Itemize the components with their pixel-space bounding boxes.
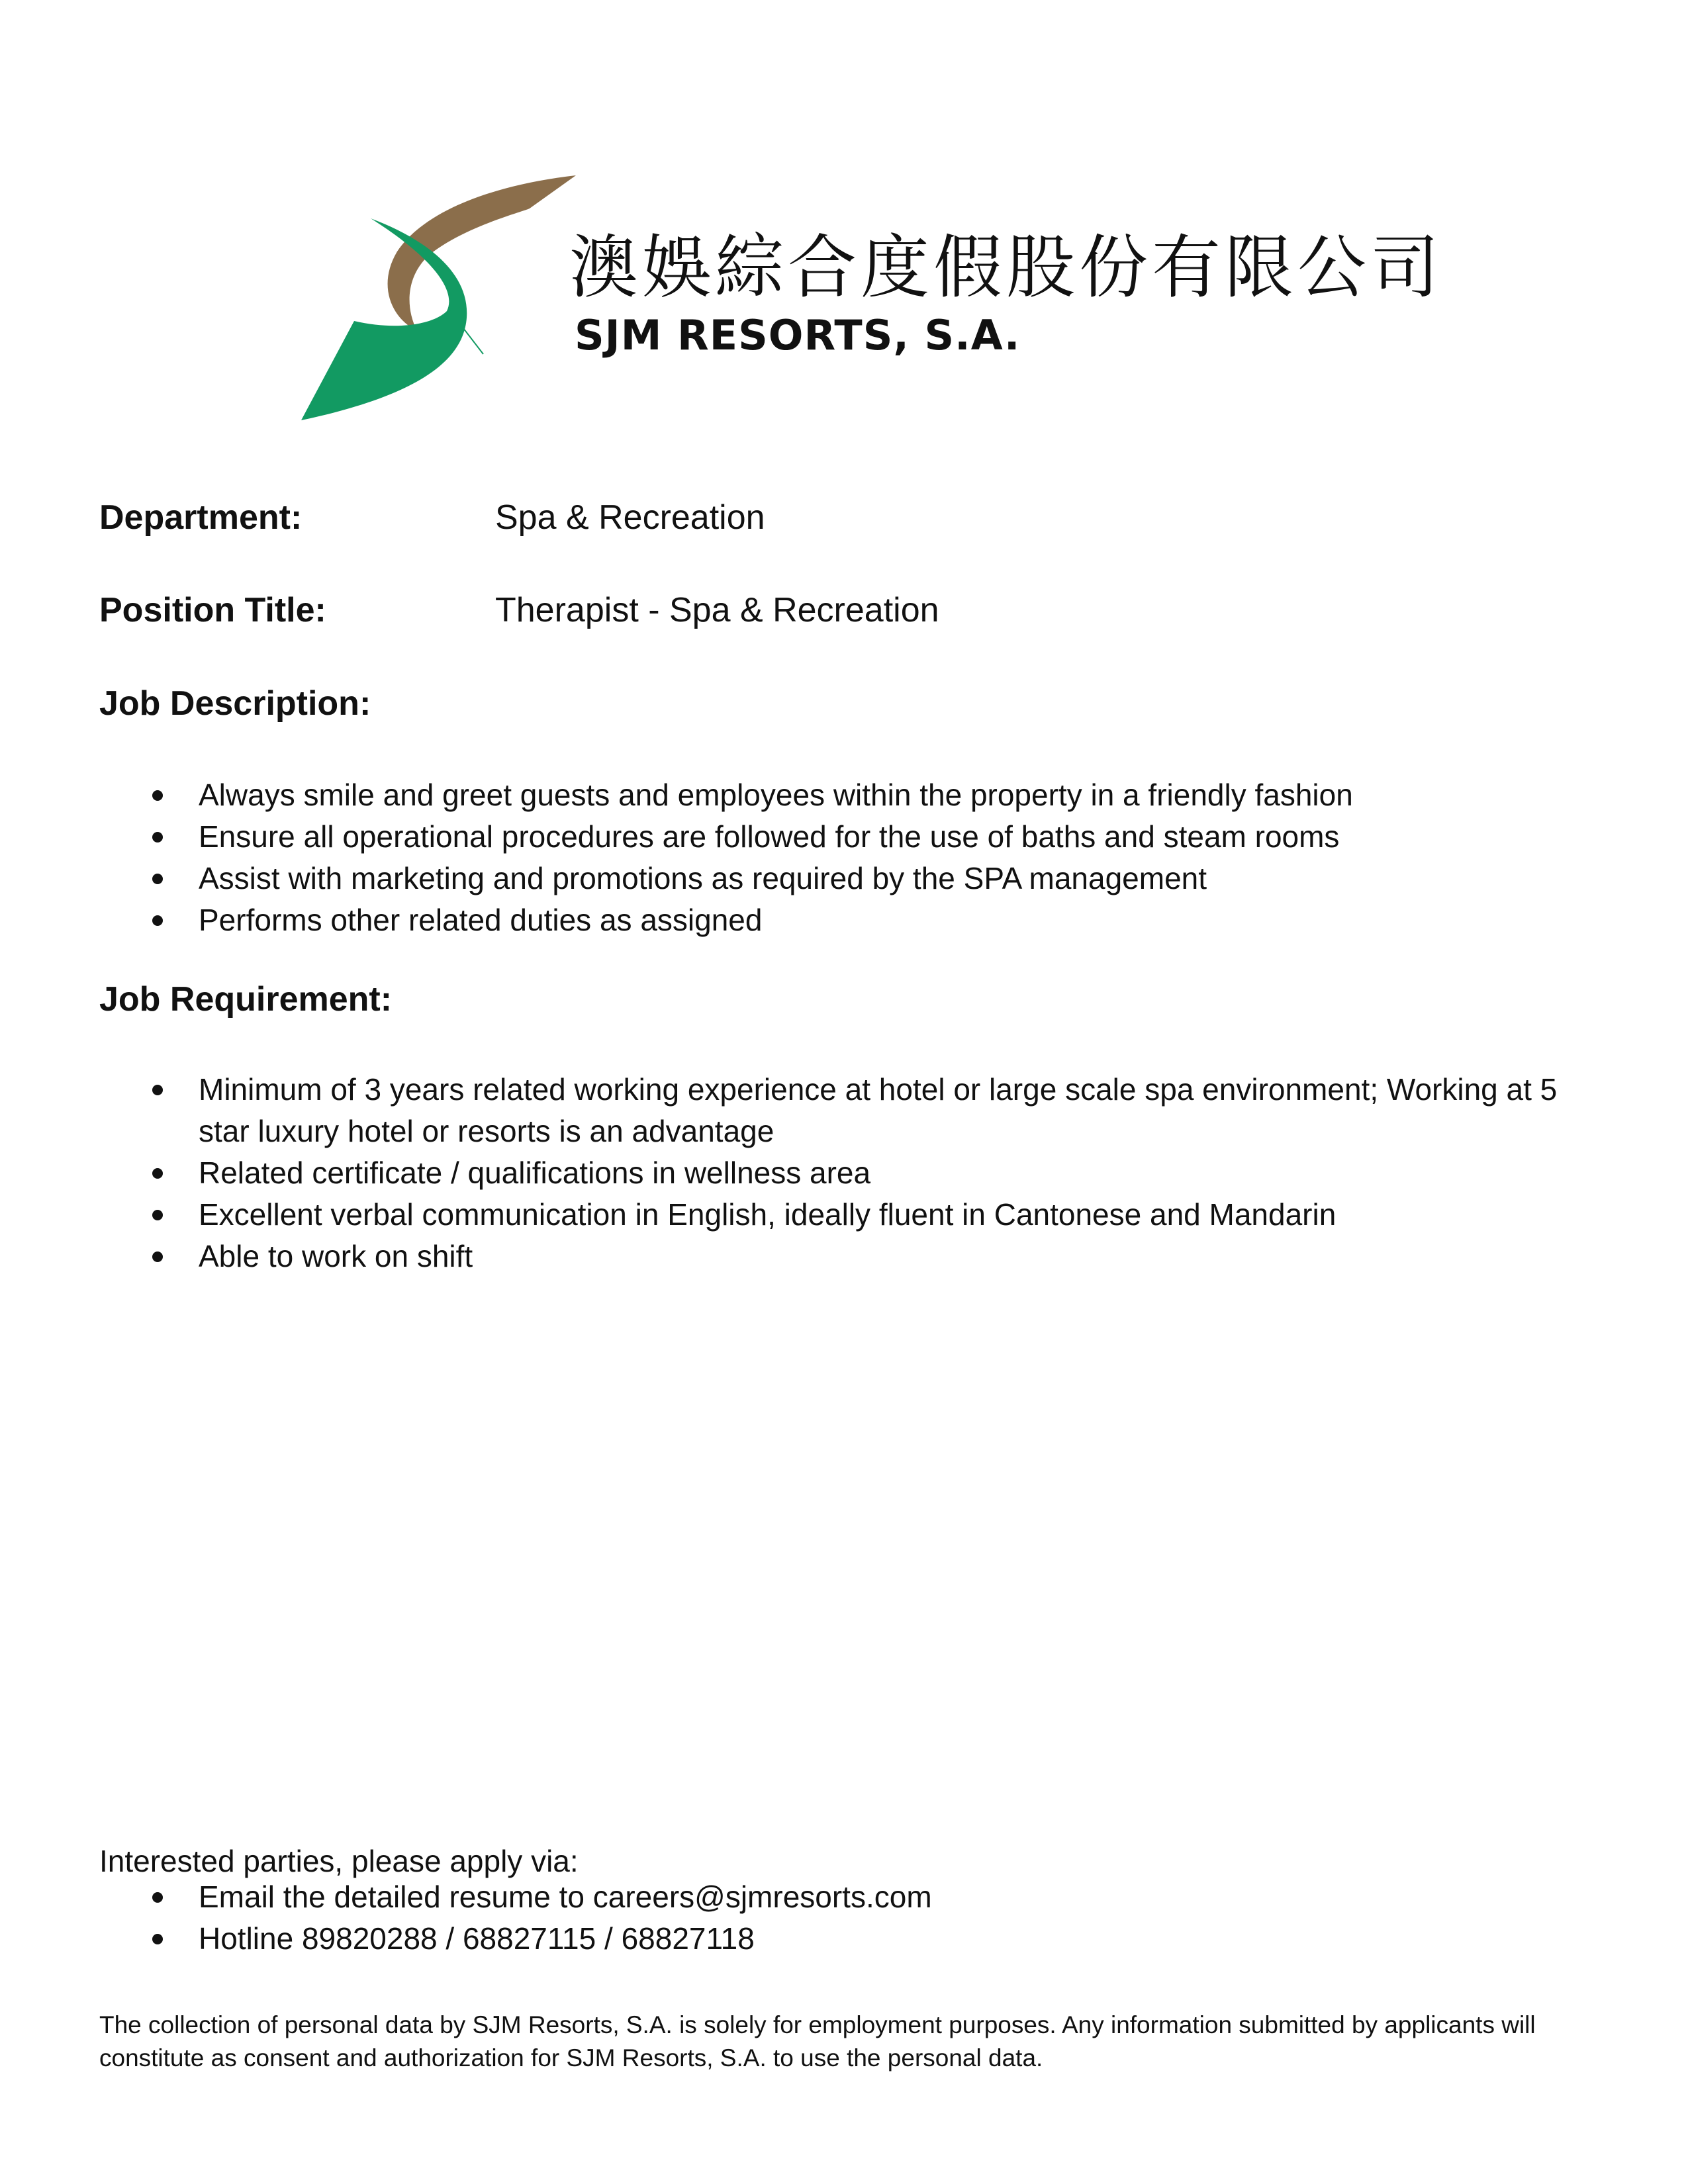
logo-brown-swoosh (388, 175, 576, 331)
bullet-icon (152, 874, 163, 884)
bullet-icon (152, 832, 163, 842)
bullet-icon (152, 1892, 163, 1903)
job-description-heading: Job Description: (99, 684, 371, 723)
department-label: Department: (99, 498, 303, 537)
bullet-icon (152, 1168, 163, 1179)
apply-hotline-text: Hotline 89820288 / 68827115 / 68827118 (199, 1921, 755, 1956)
list-item-text: Always smile and greet guests and employees within the property in a friendly fashion (199, 778, 1353, 812)
company-logo (291, 172, 1444, 424)
sjm-logo-mark-icon (291, 172, 583, 424)
company-name-chinese: 澳娛綜合度假股份有限公司 (569, 227, 1444, 308)
logo-green-swoosh (301, 218, 467, 420)
list-item (99, 899, 1575, 941)
list-item-text: Related certificate / qualifications in wellness area (199, 1156, 871, 1190)
list-item (99, 1194, 1575, 1236)
list-item (99, 858, 1575, 899)
apply-email-text: Email the detailed resume to careers@sjmresorts.com (199, 1880, 932, 1914)
bullet-icon (152, 1210, 163, 1220)
list-item (99, 1152, 1575, 1194)
job-description-list (99, 774, 1575, 941)
list-item (99, 1918, 1575, 1960)
department-row (99, 498, 765, 537)
list-item (99, 774, 1575, 816)
list-item (99, 1876, 1575, 1918)
bullet-icon (152, 1085, 163, 1095)
position-label: Position Title: (99, 591, 326, 629)
bullet-icon (152, 1251, 163, 1262)
position-row (99, 590, 939, 630)
list-item-text: Able to work on shift (199, 1239, 473, 1273)
list-item (99, 1236, 1575, 1277)
privacy-disclaimer: The collection of personal data by SJM Resorts, S.A. is solely for employment purposes. Any information submitted by applicants will constitute as consent and authorization for SJM Resorts, S.A. to use the personal data. (99, 2011, 1536, 2071)
bullet-icon (152, 1934, 163, 1944)
company-name-english: SJM RESORTS, S.A. (575, 311, 1021, 359)
list-item-text: Excellent verbal communication in English, ideally fluent in Cantonese and Mandarin (199, 1197, 1336, 1232)
list-item-text: Performs other related duties as assigned (199, 903, 763, 937)
department-value: Spa & Recreation (495, 498, 765, 537)
job-requirement-list (99, 1069, 1575, 1277)
apply-intro-text: Interested parties, please apply via: (99, 1844, 579, 1878)
list-item (99, 816, 1575, 858)
job-requirement-heading: Job Requirement: (99, 980, 393, 1019)
list-item-text: Assist with marketing and promotions as required by the SPA management (199, 861, 1207, 895)
bullet-icon (152, 915, 163, 926)
list-item (99, 1069, 1575, 1152)
bullet-icon (152, 790, 163, 801)
apply-list (99, 1876, 1575, 1960)
list-item-text: Ensure all operational procedures are followed for the use of baths and steam rooms (199, 819, 1340, 854)
position-value: Therapist - Spa & Recreation (495, 591, 939, 629)
list-item-text: Minimum of 3 years related working experience at hotel or large scale spa environment; Working at 5 star luxury hotel or resorts is an advantage (199, 1072, 1558, 1148)
